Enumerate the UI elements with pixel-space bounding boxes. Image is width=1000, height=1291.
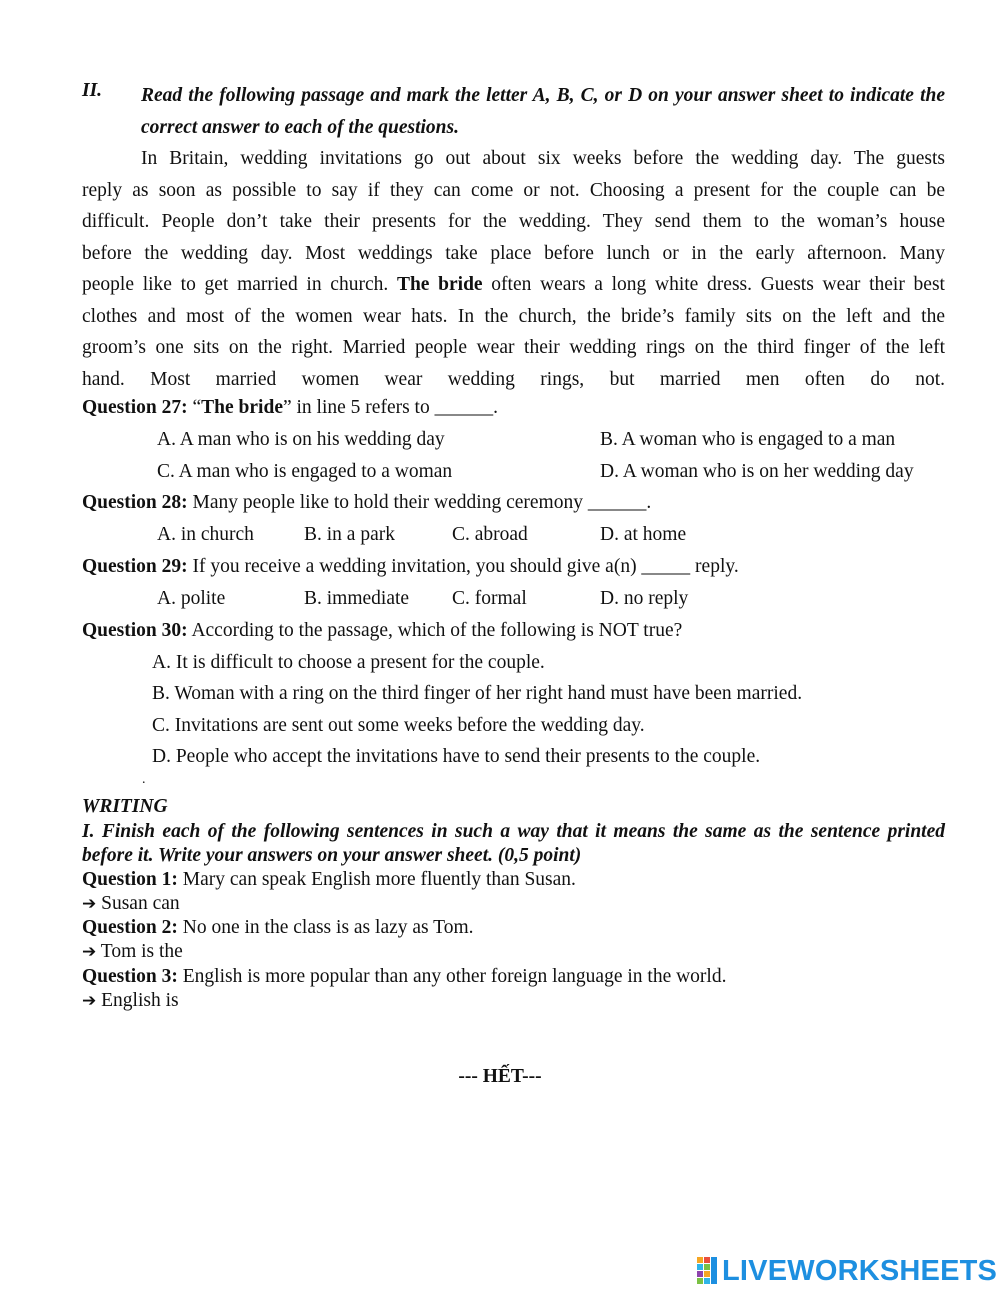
question-28 [82, 492, 651, 514]
question-text: No one in the class is as lazy as Tom. [177, 917, 474, 938]
passage-line: groom’s one sits on the right. Married people wear their wedding rings on the third finger of the left [82, 337, 945, 358]
question-label: Question 3: [82, 966, 178, 987]
answer-start: Tom is the [96, 941, 183, 962]
question-text: “ [187, 397, 202, 418]
q28-option-b[interactable]: B. in a park [304, 524, 395, 545]
question-label: Question 30: [82, 620, 188, 641]
passage-line: In Britain, wedding invitations go out about six weeks before the wedding day. The guests [141, 148, 945, 169]
q29-option-c[interactable]: C. formal [452, 588, 527, 609]
liveworksheets-logo[interactable] [697, 1256, 997, 1286]
question-label: Question 28: [82, 492, 188, 513]
q29-option-b[interactable]: B. immediate [304, 588, 410, 609]
answer-start: English is [96, 990, 179, 1011]
q30-option-b[interactable]: B. Woman with a ring on the third finger of her right hand must have been married. [152, 683, 803, 704]
q28-option-a[interactable]: A. in church [157, 524, 254, 545]
q30-option-c[interactable]: C. Invitations are sent out some weeks before the wedding day. [152, 715, 645, 736]
writing-instruction: I. Finish each of the following sentences in such a way that it means the same as the sentence printed before it. Write your answers on your answer sheet. (0,5 point) [82, 821, 945, 866]
passage-line: before the wedding day. Most weddings take place before lunch or in the early afternoon. Many [82, 242, 945, 264]
writing-title: WRITING [82, 796, 168, 817]
passage-line: clothes and most of the women wear hats. In the church, the bride’s family sits on the left and the [82, 305, 945, 327]
question-text: English is more popular than any other foreign language in the world. [177, 966, 727, 987]
stray-dot: . [142, 772, 146, 787]
writing-question-3 [82, 965, 726, 989]
writing-answer-2[interactable] [82, 940, 183, 964]
end-mark: --- HẾT--- [458, 1066, 542, 1087]
passage-line: difficult. People don’t take their presents for the wedding. They send them to the woman’s house [82, 211, 945, 232]
q27-option-d[interactable]: D. A woman who is on her wedding day [600, 461, 914, 482]
q30-option-d[interactable]: D. People who accept the invitations have to send their presents to the couple. [152, 746, 761, 767]
question-label: Question 29: [82, 556, 188, 577]
writing-answer-3[interactable] [82, 989, 179, 1013]
passage-text: people like to get married in church. [82, 274, 397, 295]
right-arrow-icon: ➔ [82, 991, 97, 1011]
q27-option-c[interactable]: C. A man who is engaged to a woman [157, 461, 453, 482]
question-30 [82, 620, 682, 642]
writing-answer-1[interactable] [82, 892, 180, 916]
question-27 [82, 397, 498, 419]
q29-option-a[interactable]: A. polite [157, 588, 226, 609]
right-arrow-icon: ➔ [82, 942, 97, 962]
logo-text: LIVEWORKSHEETS [722, 1255, 998, 1287]
section-number: II. [82, 80, 103, 101]
passage-line: reply as soon as possible to say if they can come or not. Choosing a present for the couple can be [82, 179, 945, 201]
passage-line [82, 269, 945, 301]
passage-highlight-term: The bride [396, 274, 483, 295]
q27-option-a[interactable]: A. A man who is on his wedding day [157, 429, 445, 450]
question-29 [82, 556, 739, 578]
section-instruction: Read the following passage and mark the letter A, B, C, or D on your answer sheet to indicate the correct answer to each of the questions. [141, 85, 945, 138]
question-term: The bride [201, 397, 283, 418]
question-label: Question 27: [82, 397, 188, 418]
question-text: Mary can speak English more fluently than Susan. [177, 869, 576, 890]
question-text: According to the passage, which of the following is NOT true? [187, 620, 683, 641]
q28-option-d[interactable]: D. at home [600, 524, 687, 545]
writing-question-1 [82, 868, 576, 892]
question-text: If you receive a wedding invitation, you should give a(n) _____ reply. [187, 556, 739, 577]
writing-question-2 [82, 916, 474, 940]
question-label: Question 1: [82, 869, 178, 890]
answer-start: Susan can [96, 893, 180, 914]
q29-option-d[interactable]: D. no reply [600, 588, 689, 609]
q28-option-c[interactable]: C. abroad [452, 524, 528, 545]
right-arrow-icon: ➔ [82, 894, 97, 914]
reading-passage [82, 143, 945, 395]
q27-option-b[interactable]: B. A woman who is engaged to a man [600, 429, 896, 450]
question-text: Many people like to hold their wedding ceremony ______. [187, 492, 652, 513]
q30-option-a[interactable]: A. It is difficult to choose a present for the couple. [152, 652, 545, 673]
passage-line: hand. Most married women wear wedding rings, but married men often do not. [82, 368, 945, 390]
question-label: Question 2: [82, 917, 178, 938]
liveworksheets-logo-icon [697, 1257, 719, 1285]
passage-text: often wears a long white dress. Guests wear their best [482, 274, 945, 295]
question-text: ” in line 5 refers to ______. [282, 397, 498, 418]
